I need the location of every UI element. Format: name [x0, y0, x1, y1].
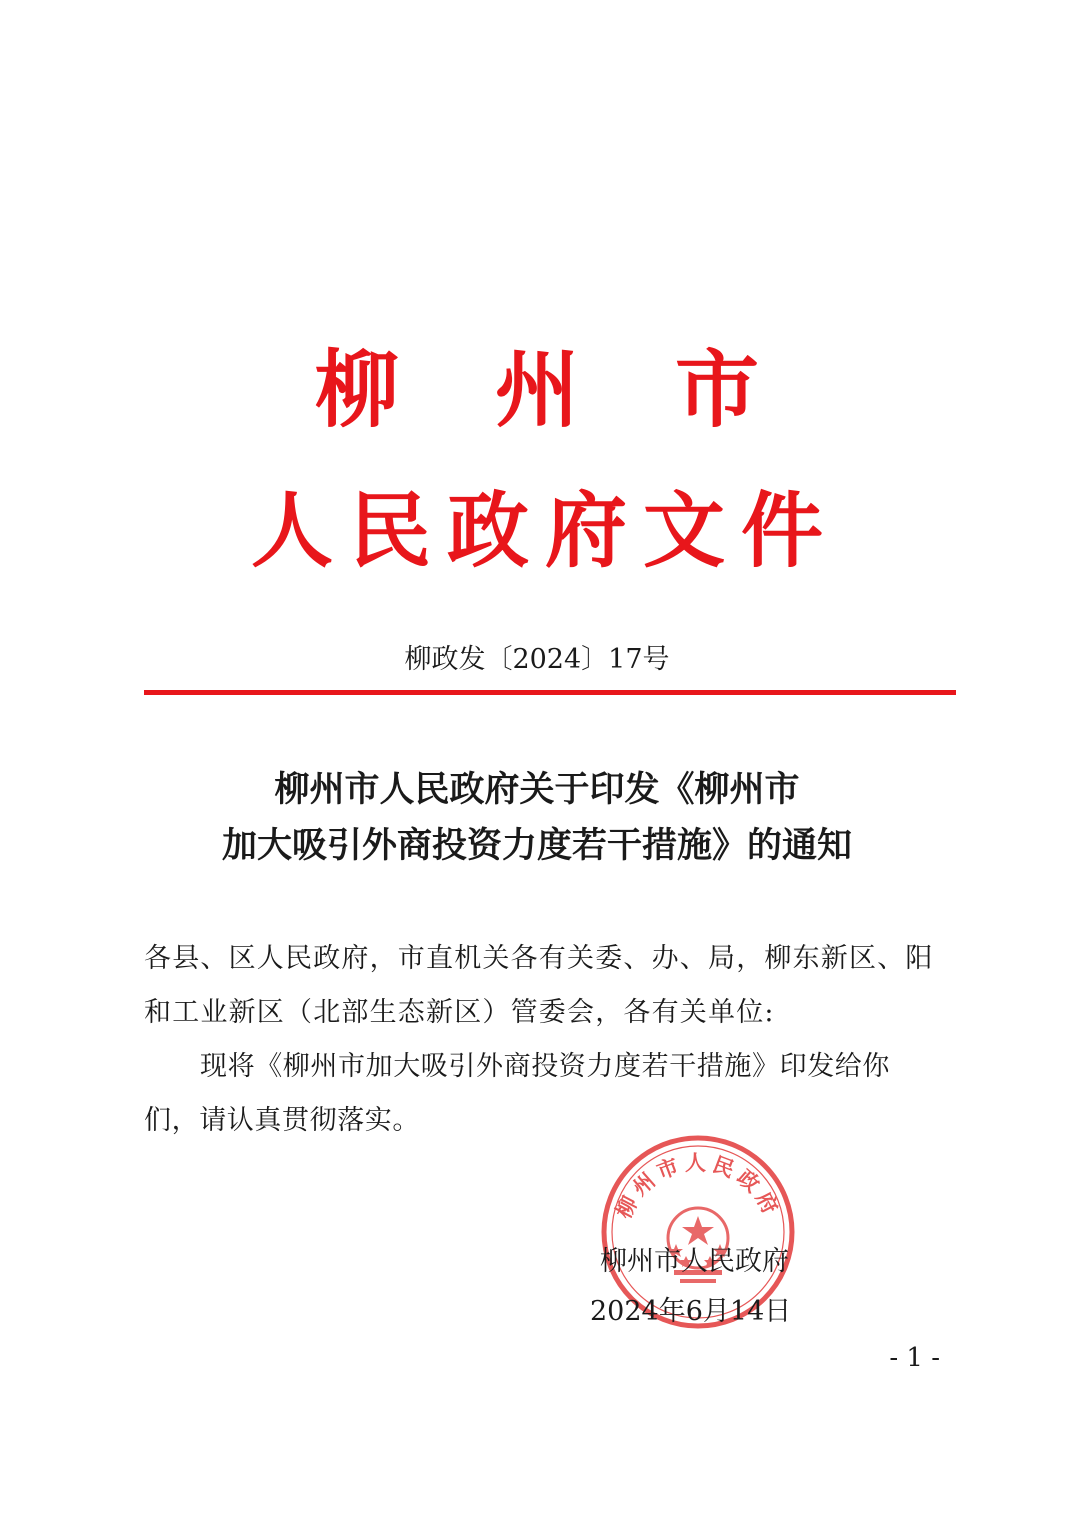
issuer-signature: 柳州市人民政府: [600, 1246, 789, 1277]
masthead-city: 柳州市: [314, 341, 855, 439]
masthead-issuer: 人民政府文件: [250, 484, 839, 579]
notice-title-line-1: 柳州市人民政府关于印发《柳州市: [274, 770, 800, 810]
seal-text: 柳州市人民政府: [611, 1151, 785, 1223]
page-number: - 1 -: [889, 1343, 940, 1373]
body-paragraph: 现将《柳州市加大吸引外商投资力度若干措施》印发给你们，请认真贯彻落实。: [144, 1051, 890, 1136]
red-divider: [144, 690, 956, 695]
document-number: 柳政发〔2024〕17号: [404, 644, 670, 675]
issue-date: 2024年6月14日: [590, 1296, 792, 1327]
notice-title: [0, 762, 1074, 874]
notice-title-line-2: 加大吸引外商投资力度若干措施》的通知: [221, 826, 852, 866]
addressee: 各县、区人民政府，市直机关各有关委、办、局，柳东新区、阳和工业新区（北部生态新区）管委会，各有关单位:: [144, 943, 934, 1028]
